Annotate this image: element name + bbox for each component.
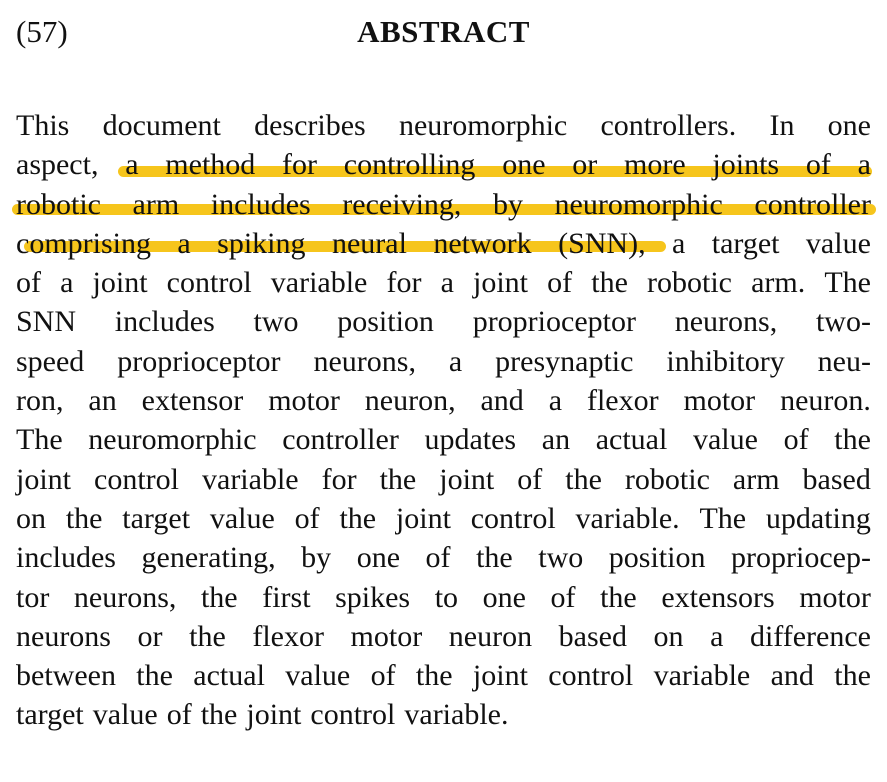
abstract-line: includes generating, by one of the two position propriocep- bbox=[16, 541, 871, 575]
abstract-header bbox=[0, 10, 887, 54]
section-code: (57) bbox=[16, 14, 68, 49]
abstract-line: SNN includes two position proprioceptor neurons, two- bbox=[16, 305, 871, 339]
abstract-line: tor neurons, the first spikes to one of the extensors motor bbox=[16, 580, 871, 614]
abstract-line: between the actual value of the joint control variable and the bbox=[16, 659, 871, 693]
abstract-line: of a joint control variable for a joint of the robotic arm. The bbox=[16, 266, 871, 300]
abstract-line: speed proprioceptor neurons, a presynaptic inhibitory neu- bbox=[16, 344, 871, 378]
abstract-line: robotic arm includes receiving, by neuromorphic controller bbox=[16, 187, 871, 221]
abstract-line: aspect, a method for controlling one or more joints of a bbox=[16, 148, 871, 182]
abstract-line: target value of the joint control variable. bbox=[16, 698, 509, 732]
abstract-line: on the target value of the joint control variable. The updating bbox=[16, 501, 871, 535]
section-title: ABSTRACT bbox=[357, 14, 530, 49]
abstract-line: The neuromorphic controller updates an actual value of the bbox=[16, 423, 871, 457]
abstract-line: joint control variable for the joint of the robotic arm based bbox=[16, 462, 871, 496]
abstract-line: This document describes neuromorphic controllers. In one bbox=[16, 109, 871, 142]
abstract-line: ron, an extensor motor neuron, and a flexor motor neuron. bbox=[16, 384, 871, 418]
abstract-body bbox=[16, 106, 871, 735]
abstract-line: neurons or the flexor motor neuron based on a difference bbox=[16, 619, 871, 653]
abstract-line: comprising a spiking neural network (SNN), a target value bbox=[16, 226, 871, 260]
